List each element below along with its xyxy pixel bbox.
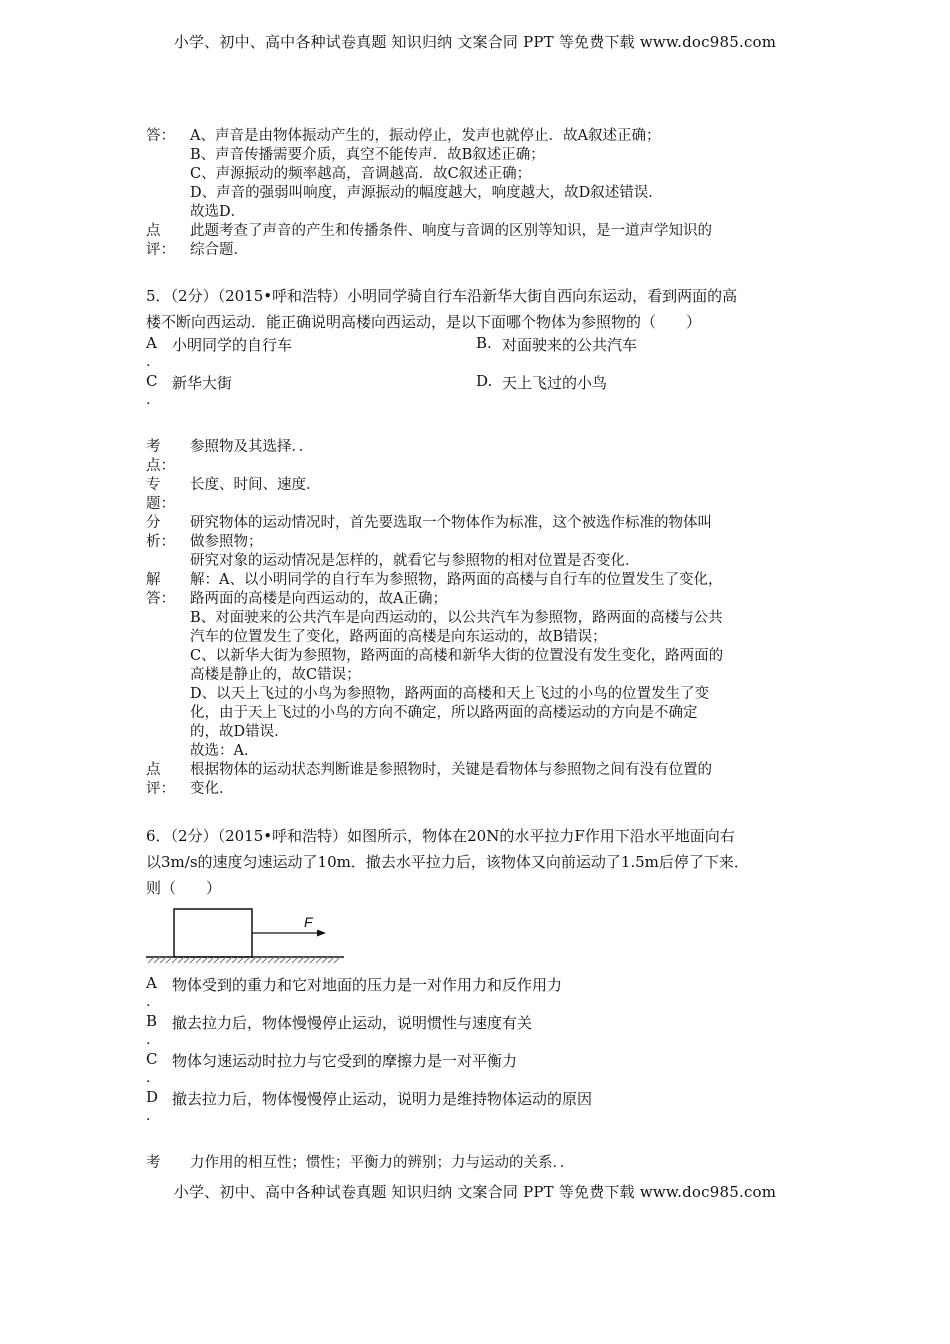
option-dot: . — [146, 354, 151, 370]
ground-hatching — [148, 957, 340, 963]
answer-line: B、声音传播需要介质，真空不能传声．故B叙述正确； — [190, 147, 545, 163]
block-shape — [174, 909, 252, 957]
q6-analysis-block — [146, 1154, 806, 1173]
option-letter: A — [146, 974, 157, 992]
q5-option-a — [146, 334, 293, 354]
option-letter: C — [146, 1050, 158, 1068]
q4-answer-block — [146, 127, 806, 260]
answer-line: D、声音的强弱叫响度，声源振动的幅度越大，响度越大，故D叙述错误． — [190, 185, 663, 201]
force-arrow-head — [317, 930, 326, 937]
fenxi-label: 析： — [146, 534, 175, 550]
comment-line: 综合题． — [190, 242, 248, 258]
q5-option-c — [146, 372, 233, 392]
jieda-line: C、以新华大街为参照物，路两面的高楼和新华大街的位置没有发生变化，路两面的 — [190, 648, 724, 664]
dianping-line: 根据物体的运动状态判断谁是参照物时，关键是看物体与参照物之间有没有位置的 — [190, 762, 712, 778]
fenxi-line: 研究物体的运动情况时，首先要选取一个物体作为标准，这个被选作标准的物体叫 — [190, 515, 712, 531]
q5-stem-line-1: 5．（2分）（2015•呼和浩特）小明同学骑自行车沿新华大街自西向东运动，看到两面的高 — [146, 287, 738, 305]
answer-line: 故选D． — [190, 204, 246, 220]
q5-stem-line-2: 楼不断向西运动．能正确说明高楼向西运动，是以下面哪个物体为参照物的（ ） — [146, 313, 702, 331]
q6-option-a — [146, 974, 563, 994]
jieda-line: 解：A、以小明同学的自行车为参照物，路两面的高楼与自行车的位置发生了变化， — [190, 572, 723, 588]
kaodian-label: 考 — [146, 1155, 161, 1171]
option-dot: . — [146, 1032, 151, 1048]
kaodian-label: 考 — [146, 439, 161, 455]
option-letter: B — [146, 1012, 158, 1030]
q5-analysis-block — [146, 438, 806, 799]
q6-figure — [146, 905, 346, 965]
option-letter: D. — [476, 372, 493, 390]
fenxi-line: 做参照物； — [190, 534, 263, 550]
jieda-line: 故选：A． — [190, 743, 259, 759]
q6-stem-line-3: 则（ ） — [146, 879, 222, 897]
jieda-label: 解 — [146, 572, 161, 588]
q6-stem-line-1: 6．（2分）（2015•呼和浩特）如图所示，物体在20N的水平拉力F作用下沿水平地面向右 — [146, 827, 735, 845]
option-text: 物体受到的重力和它对地面的压力是一对作用力和反作用力 — [172, 976, 563, 994]
comment-label: 点 — [146, 223, 161, 239]
answer-line: A、声音是由物体振动产生的，振动停止，发声也就停止．故A叙述正确； — [190, 128, 661, 144]
option-text: 小明同学的自行车 — [172, 336, 293, 354]
q5-option-b — [476, 334, 638, 354]
option-text: 物体匀速运动时拉力与它受到的摩擦力是一对平衡力 — [172, 1052, 518, 1070]
dianping-label: 评： — [146, 781, 175, 797]
dianping-line: 变化． — [190, 781, 234, 797]
jieda-line: 汽车的位置发生了变化，路两面的高楼是向东运动的，故B错误； — [190, 629, 607, 645]
fenxi-label: 分 — [146, 515, 161, 531]
q6-option-b — [146, 1012, 533, 1032]
q6-stem-line-2: 以3m/s的速度匀速运动了10m．撤去水平拉力后，该物体又向前运动了1.5m后停了下来． — [146, 853, 749, 871]
q5-option-d — [476, 372, 608, 392]
page-header: 小学、初中、高中各种试卷真题 知识归纳 文案合同 PPT 等免费下载 www.doc985.com — [173, 33, 777, 51]
jieda-line: 高楼是静止的，故C错误； — [190, 667, 361, 683]
option-text: 新华大街 — [172, 374, 233, 392]
q6-option-d — [146, 1088, 593, 1108]
kaodian-text: 力作用的相互性；惯性；平衡力的辨别；力与运动的关系．． — [190, 1155, 575, 1171]
comment-label: 评： — [146, 242, 175, 258]
jieda-line: 的，故D错误． — [190, 724, 289, 740]
force-label: F — [304, 914, 313, 930]
option-letter: C — [146, 372, 158, 390]
zhuanti-text: 长度、时间、速度． — [190, 477, 321, 493]
jieda-label: 答： — [146, 591, 175, 607]
option-text: 天上飞过的小鸟 — [502, 374, 608, 392]
answer-line: C、声源振动的频率越高，音调越高．故C叙述正确； — [190, 166, 532, 182]
kaodian-text: 参照物及其选择．． — [190, 439, 314, 455]
option-dot: . — [146, 1070, 151, 1086]
zhuanti-label: 题： — [146, 496, 175, 512]
option-text: 撤去拉力后，物体慢慢停止运动，说明惯性与速度有关 — [172, 1014, 533, 1032]
jieda-line: 路两面的高楼是向西运动的，故A正确； — [190, 591, 447, 607]
kaodian-label: 点： — [146, 458, 175, 474]
jieda-line: B、对面驶来的公共汽车是向西运动的，以公共汽车为参照物，路两面的高楼与公共 — [190, 610, 723, 626]
option-letter: B. — [476, 334, 492, 352]
jieda-line: D、以天上飞过的小鸟为参照物，路两面的高楼和天上飞过的小鸟的位置发生了变 — [190, 686, 710, 702]
fenxi-line: 研究对象的运动情况是怎样的，就看它与参照物的相对位置是否变化． — [190, 553, 640, 569]
option-letter: A — [146, 334, 157, 352]
dianping-label: 点 — [146, 762, 161, 778]
jieda-line: 化，由于天上飞过的小鸟的方向不确定，所以路两面的高楼运动的方向是不确定 — [190, 705, 698, 721]
comment-line: 此题考查了声音的产生和传播条件、响度与音调的区别等知识，是一道声学知识的 — [190, 223, 712, 239]
option-dot: . — [146, 392, 151, 408]
option-letter: D — [146, 1088, 159, 1106]
q6-option-c — [146, 1050, 518, 1070]
answer-label: 答： — [146, 128, 175, 144]
option-dot: . — [146, 1108, 151, 1124]
zhuanti-label: 专 — [146, 477, 161, 493]
option-dot: . — [146, 994, 151, 1010]
option-text: 撤去拉力后，物体慢慢停止运动，说明力是维持物体运动的原因 — [172, 1090, 593, 1108]
option-text: 对面驶来的公共汽车 — [502, 336, 638, 354]
page-footer: 小学、初中、高中各种试卷真题 知识归纳 文案合同 PPT 等免费下载 www.doc985.com — [173, 1183, 777, 1201]
